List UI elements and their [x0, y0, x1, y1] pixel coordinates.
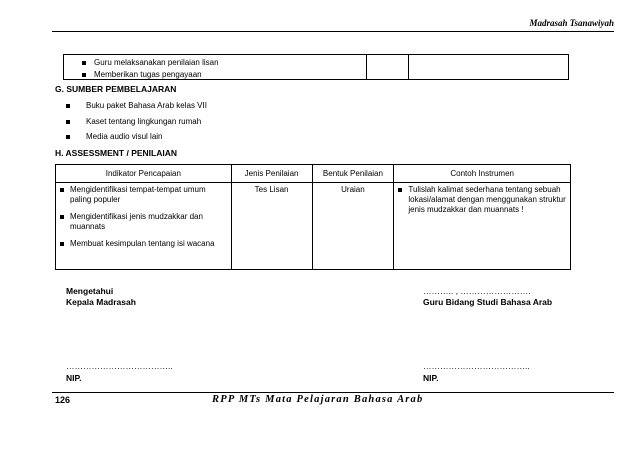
continued-table-cell-activities	[64, 55, 367, 79]
list-item: Mengidentifikasi tempat-tempat umum paling populer	[60, 185, 227, 205]
signature-right-title: Guru Bidang Studi Bahasa Arab	[423, 297, 553, 307]
continued-table	[63, 54, 569, 80]
list-item: Memberikan tugas pengayaan	[82, 69, 202, 80]
table-header-row	[56, 165, 571, 183]
bullet-icon	[66, 120, 70, 124]
footer-title: RPP MTs Mata Pelajaran Bahasa Arab	[212, 394, 424, 405]
column-header: Bentuk Penilaian	[312, 165, 394, 183]
bullet-icon	[82, 73, 86, 77]
column-header: Jenis Penilaian	[231, 165, 312, 183]
signature-right-nip: NIP.	[423, 373, 439, 383]
list-item: Media audio visul lain	[66, 131, 163, 142]
assessment-table	[55, 164, 571, 270]
continued-table-cell-empty	[366, 55, 409, 79]
footer-rule	[52, 392, 614, 393]
section-h-title: H. ASSESSMENT / PENILAIAN	[55, 148, 178, 158]
page-number: 126	[55, 395, 71, 405]
bullet-icon	[66, 135, 70, 139]
signature-left-nip: NIP.	[66, 373, 82, 383]
header-rule	[52, 31, 614, 32]
signature-left-line1: Mengetahui	[66, 286, 114, 296]
list-item: Mengidentifikasi jenis mudzakkar dan muannats	[60, 212, 227, 232]
column-header: Contoh Instrumen	[394, 165, 571, 183]
list-item: Kaset tentang lingkungan rumah	[66, 116, 201, 127]
contoh-cell	[394, 183, 571, 270]
list-item: Tulislah kalimat sederhana tentang sebuah lokasi/alamat dengan menggunakan struktur jenis mudzakkar dan muannats !	[398, 185, 566, 215]
bullet-icon	[82, 61, 86, 65]
signature-left-title: Kepala Madrasah	[66, 297, 136, 307]
bullet-icon	[60, 215, 64, 219]
table-row	[56, 183, 571, 270]
date-place-line: ……….. , …………………….	[423, 286, 531, 296]
list-item: Guru melaksanakan penilaian lisan	[82, 57, 219, 68]
jenis-cell: Tes Lisan	[231, 183, 312, 270]
bullet-icon	[66, 104, 70, 108]
indicator-cell	[56, 183, 232, 270]
bullet-icon	[60, 188, 64, 192]
bullet-icon	[398, 188, 402, 192]
list-item: Buku paket Bahasa Arab kelas VII	[66, 100, 207, 111]
running-header: Madrasah Tsanawiyah	[529, 18, 614, 28]
column-header: Indikator Pencapaian	[56, 165, 232, 183]
section-g-title: G. SUMBER PEMBELAJARAN	[55, 84, 177, 94]
signature-left-dots: ………………………………..	[66, 361, 173, 371]
bullet-icon	[60, 242, 64, 246]
bentuk-cell: Uraian	[312, 183, 394, 270]
list-item: Membuat kesimpulan tentang isi wacana	[60, 239, 227, 249]
signature-right-dots: ………………………………..	[423, 361, 530, 371]
